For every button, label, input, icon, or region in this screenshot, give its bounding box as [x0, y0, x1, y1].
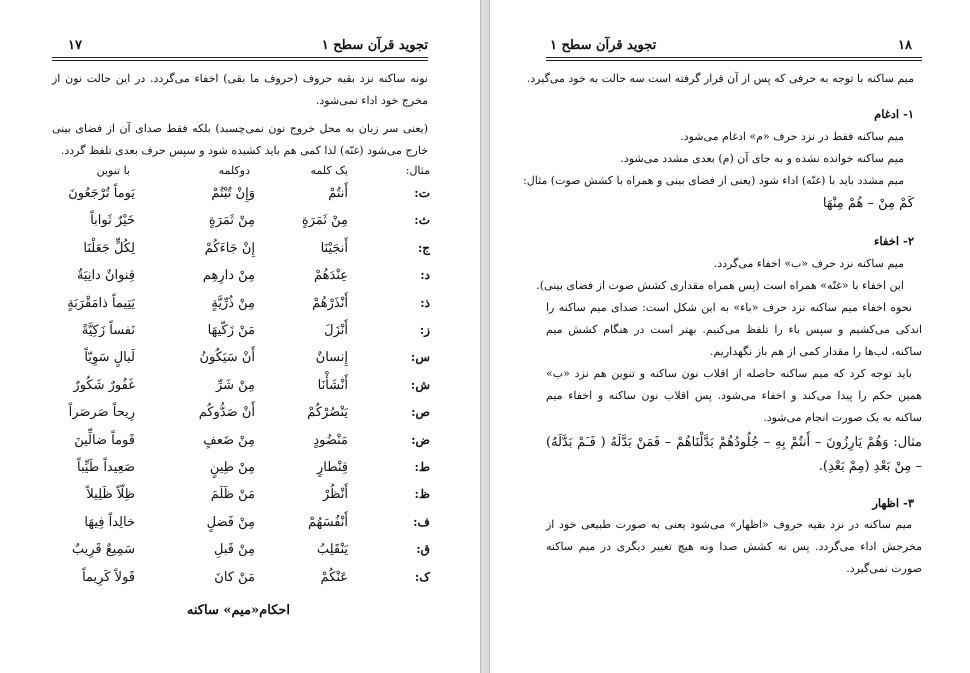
running-header: تجوید قرآن سطح ۱: [321, 38, 428, 53]
section-title: احکام«میم» ساکنه: [186, 603, 290, 618]
row-tanwin: غَفُورٌ شَكُورٌ: [73, 377, 135, 393]
table-row: [50, 213, 430, 240]
row-letter: ش:: [410, 377, 430, 392]
table-row: [50, 542, 430, 569]
row-tanwin: صَعِيداً طَيِّباً: [77, 460, 135, 475]
row-letter: س:: [410, 350, 430, 365]
row-two-words: مِنْ ضَعفٍ: [203, 432, 255, 448]
row-letter: ض:: [411, 432, 430, 447]
row-letter: ص:: [411, 405, 430, 420]
col-header-two-words: دوکلمه: [218, 164, 250, 177]
row-tanwin: نَفساً زَكِيَّةً: [81, 323, 135, 338]
table-row: [50, 323, 430, 350]
row-one-word: أَنجَيْنَا: [320, 240, 348, 256]
left-page: [0, 0, 480, 673]
row-tanwin: خَيْرٌ ثَواباً: [90, 213, 135, 229]
row-two-words: مِنْ دارِهِم: [202, 268, 255, 284]
ikhfa-line-1: میم ساکنه نزد حرف «ب» اخفاء می‌گردد.: [713, 257, 904, 270]
row-tanwin: لَيالٍ سَوِيّاً: [84, 350, 135, 366]
row-one-word: عِنْدَهُمْ: [313, 268, 348, 284]
table-row: [50, 405, 430, 432]
row-letter: ظ:: [414, 487, 430, 502]
row-one-word: عَنْكُمْ: [320, 569, 348, 585]
row-one-word: مَنْضُودٍ: [313, 432, 348, 448]
row-letter: ز:: [419, 323, 430, 337]
idgham-example: كَمْ مِنْ – هُمْ مِنْهَا: [822, 196, 914, 211]
idgham-line-1: میم ساکنه فقط در نزد حرف «م» ادغام می‌شود.: [680, 130, 904, 143]
table-header-row: [50, 164, 430, 184]
row-two-words: أَنْ صَدُّوكُم: [198, 405, 255, 421]
table-row: [50, 241, 430, 268]
row-two-words: مِنْ فَضلٍ: [206, 514, 255, 530]
row-tanwin: يَوماً تُرْجَعُونَ: [68, 186, 135, 201]
ikhfa-paragraph-3: نحوه اخفاء میم ساکنه نزد حرف «باء» به این شکل است: صدای میم ساکنه را اندکی می‌کشیم و سپس باء را تلفظ می‌کنیم. بهتر است در هنگام کشش میم ساکنه، لب‌ها را مقدار کمی از هم باز نگهداریم.: [546, 301, 922, 358]
table-row: [50, 378, 430, 405]
row-two-words: مَنْ كانَ: [214, 569, 255, 585]
table-row: [50, 350, 430, 377]
row-one-word: أَنْفُسَهُمْ: [307, 514, 348, 530]
book-gutter: [480, 0, 490, 673]
intro-paragraph: نونه ساکنه نزد بقیه حروف (حروف ما بقی) اخفاء می‌گردد. در این حالت نون از مخرج خود اداء نمی‌شود.: [52, 72, 428, 107]
section-izhar-title: ۳- اظهار: [872, 496, 914, 510]
row-two-words: مِنْ قَبلِ: [214, 542, 255, 558]
idgham-line-3: میم مشدد باید با (غنّه) اداء شود (یعنی از فضای بینی و همراه با کشش صوت) مثال:: [523, 174, 904, 187]
row-letter: ق:: [416, 542, 430, 557]
row-tanwin: رِيحاً صَرصَراً: [68, 405, 135, 421]
row-letter: ط:: [414, 460, 430, 474]
ikhfa-paragraph-4: باید توجه کرد که میم ساکنه حاصله از اقلاب نون ساکنه و تنوین هم نزد «ب» همین حکم را پیدا می‌کند و اخفاء می‌شود. پس اقلاب نون ساکنه و اخفاء میم ساکنه به یک صورت انجام می‌شود.: [546, 367, 922, 424]
row-one-word: أَنْشَأْنَا: [317, 377, 348, 393]
row-tanwin: يَتِيماً ذامَقْرَبَةٍ: [67, 295, 135, 311]
row-tanwin: سَمِيعٌ قَرِيبٌ: [71, 542, 135, 558]
section-idgham-title: ۱- ادغام: [874, 107, 914, 121]
row-letter: ذ:: [420, 295, 430, 310]
idgham-line-2: میم ساکنه خوانده نشده و به جای آن (م) بعدی مشدد می‌شود.: [620, 152, 904, 165]
row-one-word: يَنْصُرْكُمْ: [307, 405, 348, 421]
table-row: [50, 487, 430, 514]
col-header-tanwin: با تنوین: [96, 164, 130, 177]
row-two-words: وَإِنْ تُبْتُمْ: [211, 186, 255, 201]
row-letter: ث:: [414, 213, 430, 228]
row-one-word: قِنْطارٍ: [316, 460, 348, 475]
table-row: [50, 186, 430, 213]
izhar-paragraph: میم ساکنه در نزد بقیه حروف «اظهار» می‌شود یعنی به صورت طبیعی خود از مخرجش اداء می‌گردد. پس نه کشش صدا ونه هیچ تغییر دیگری در میم ساکنه صورت نمی‌گیرد.: [546, 518, 922, 575]
table-row: [50, 515, 430, 542]
row-two-words: مِنْ ثَمَرَةٍ: [208, 213, 255, 229]
table-row: [50, 460, 430, 487]
row-one-word: أَنْزَلَ: [324, 323, 348, 338]
table-row: [50, 268, 430, 295]
row-letter: ت:: [414, 186, 430, 200]
row-tanwin: قِنوانٌ دانِيَةٌ: [76, 268, 135, 284]
ikhfa-example: مثال: وَهُمْ يَارِزُونَ – أَنتُمْ بِهِ – جُلُودُهُمْ بَدَّلْنَاهُمْ – فَمَنْ بَدَّلَهُ ( فَـَمْ بَدَّلَهُ) – مِنْ بَعْدِ (مِمْ بَعْدِ).: [546, 435, 922, 474]
row-tanwin: لِكُلٍّ جَعَلْنَا: [83, 240, 135, 256]
right-page: [490, 0, 970, 673]
row-one-word: مِنْ ثَمَرَةٍ: [301, 213, 348, 229]
row-letter: ج:: [417, 240, 430, 255]
row-tanwin: قَولاً كَرِيماً: [82, 569, 135, 585]
intro-line: میم ساکنه با توجه به حرفی که پس از آن قرار گرفته است سه حالت به خود می‌گیرد.: [526, 72, 914, 85]
row-one-word: إِنسانٌ: [315, 350, 348, 366]
ikhfa-line-2: این اخفاء با «غنّه» همراه است (پس همراه مقداری کشش صوت از فضای بینی).: [536, 279, 904, 292]
row-one-word: أَنْذَرْهُمْ: [312, 295, 348, 311]
row-two-words: مَنْ زَكّيهَا: [207, 323, 255, 338]
row-letter: د:: [420, 268, 430, 283]
example-label: مثال:: [405, 164, 430, 177]
row-two-words: مِنْ ذُرِّيَّةٍ: [211, 295, 255, 311]
row-one-word: يَنْقَلِبُ: [316, 542, 348, 558]
header-rule: [546, 57, 922, 61]
row-letter: ف:: [413, 514, 430, 529]
row-two-words: مِنْ شَرِّ: [215, 377, 255, 393]
page-number: ۱۷: [68, 38, 82, 53]
col-header-one-word: یک کلمه: [310, 164, 348, 177]
row-one-word: أَنتُمْ: [328, 186, 348, 201]
row-tanwin: قَوماً ضالِّينَ: [74, 432, 135, 448]
table-row: [50, 570, 430, 597]
row-two-words: أَنْ سَيَكُونُ: [199, 350, 255, 366]
running-header: تجوید قرآن سطح ۱: [550, 38, 657, 53]
row-one-word: أَنْظُرْ: [322, 487, 348, 503]
row-two-words: مِنْ طِينٍ: [209, 460, 255, 475]
row-two-words: مَنْ ظَلَمَ: [210, 487, 255, 503]
intro-paragraph-2: (یعنی سر زبان به محل خروج نون نمی‌چسبد) بلکه فقط صدای آن از فضای بینی خارج می‌شود (غنّه) لذا کمی هم باید کشیده شود و سپس حرف بعدی تلفظ گردد.: [52, 122, 428, 157]
section-ikhfa-title: ۲- اخفاء: [874, 234, 914, 248]
header-rule: [52, 57, 428, 61]
page-number: ۱۸: [898, 38, 912, 53]
row-letter: ک:: [414, 569, 430, 584]
row-two-words: إِنْ جَاءَكُمْ: [204, 240, 255, 256]
table-row: [50, 433, 430, 460]
row-tanwin: ظِلّاً ظَلِيلاً: [86, 487, 135, 503]
row-tanwin: خالِداً فِيهَا: [84, 514, 135, 530]
table-row: [50, 296, 430, 323]
